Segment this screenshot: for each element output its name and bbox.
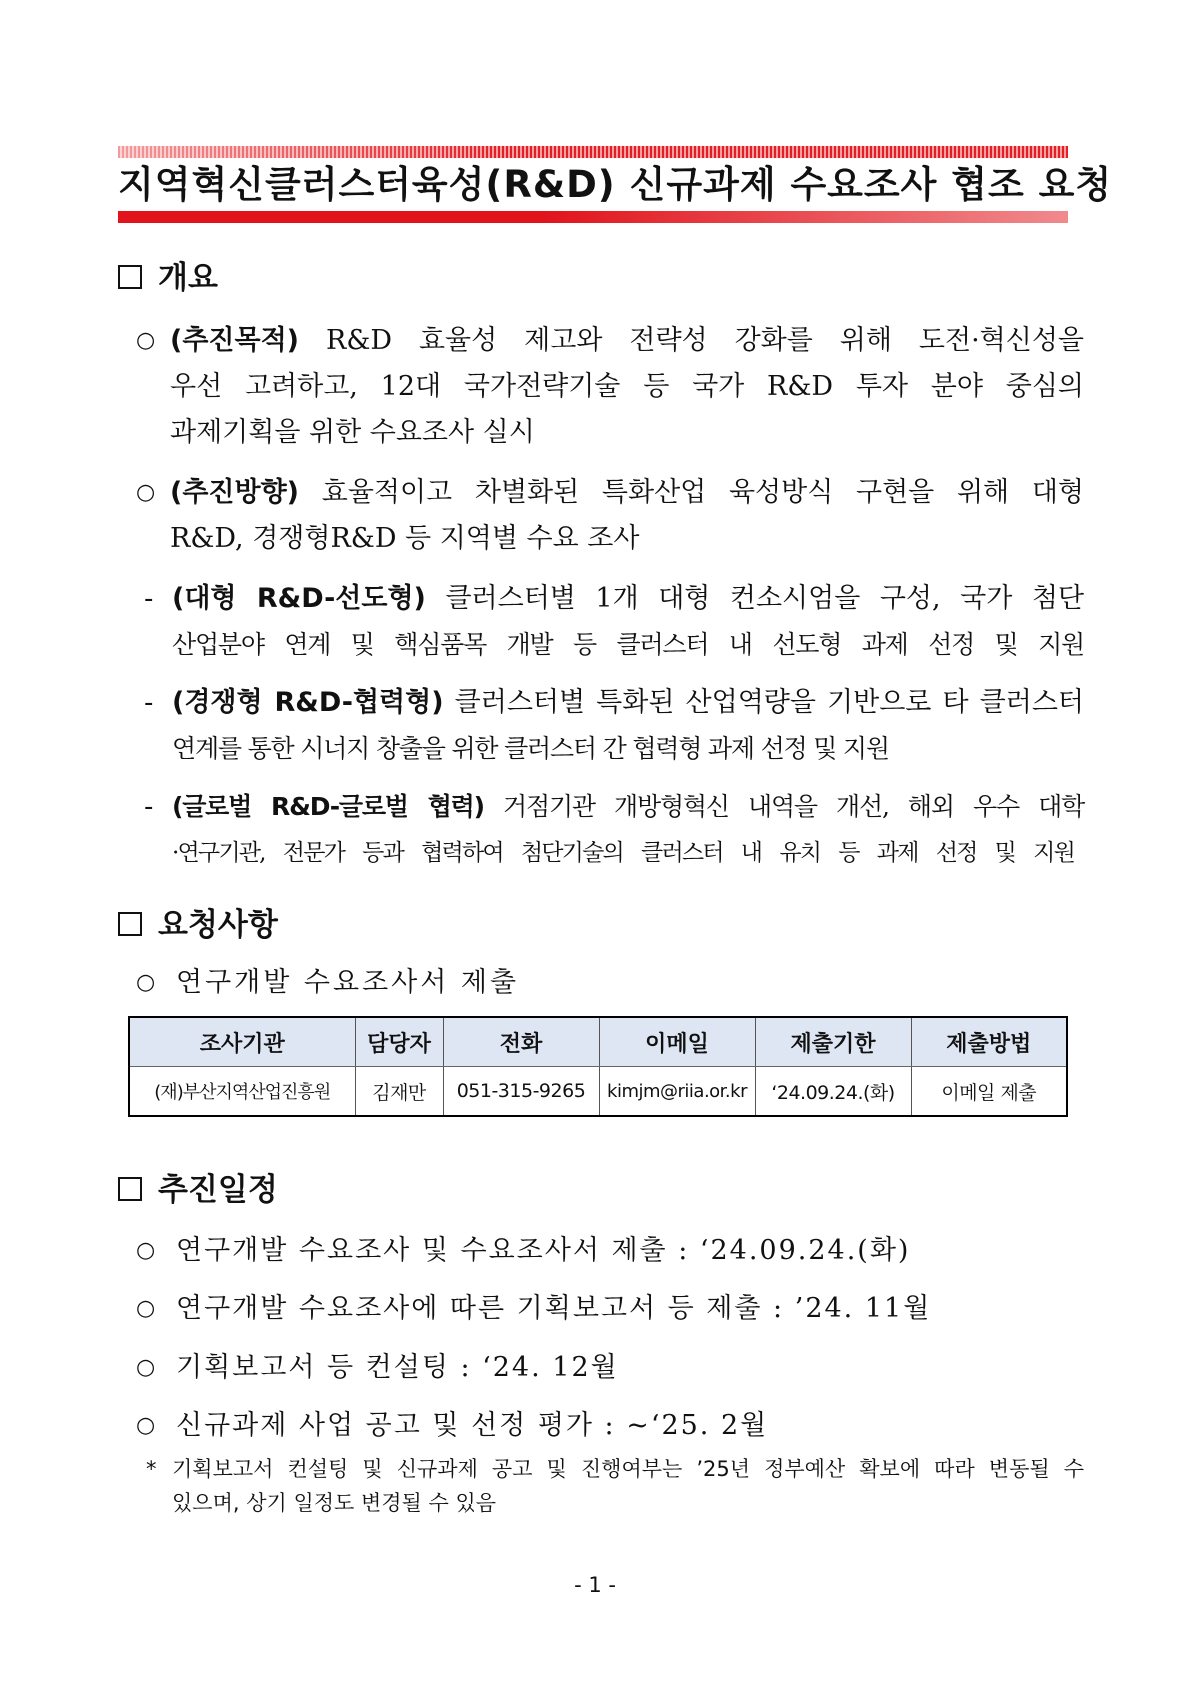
- circle-bullet-icon: ○: [136, 480, 156, 505]
- document-title: 지역혁신클러스터육성(R&D) 신규과제 수요조사 협조 요청: [118, 163, 1113, 206]
- circle-bullet-icon: ○: [136, 1413, 156, 1438]
- type-1-text-1: 클러스터별 1개 대형 컨소시엄을 구성, 국가 첨단: [445, 583, 1084, 614]
- type-1-line-1: [172, 576, 1084, 622]
- type-3-label: (글로벌 R&D-글로벌 협력): [172, 792, 484, 821]
- section-schedule-heading: [118, 1170, 278, 1210]
- table-header-cell: 제출방법: [911, 1017, 1067, 1067]
- table-cell-email: kimjm@riia.or.kr: [599, 1067, 755, 1117]
- title-top-bar: [118, 146, 1068, 158]
- purpose-text-1: R&D 효율성 제고와 전략성 강화를 위해 도전·혁신성을: [325, 325, 1084, 356]
- type-3-text-1: 거점기관 개방형혁신 내역을 개선, 해외 우수 대학: [503, 792, 1085, 821]
- type-2-line-1: [172, 680, 1084, 726]
- note-asterisk: *: [146, 1457, 157, 1481]
- title-bottom-bar: [118, 211, 1068, 223]
- direction-line-1: [170, 470, 1084, 516]
- table-cell-organization: (재)부산지역산업진흥원: [129, 1067, 355, 1117]
- schedule-item-1: 연구개발 수요조사 및 수요조사서 제출 : ‘24.09.24.(화): [176, 1235, 911, 1266]
- schedule-note-line-1: 기획보고서 컨설팅 및 신규과제 공고 및 진행여부는 ’25년 정부예산 확보에 따라 변동될 수: [172, 1457, 1084, 1481]
- table-cell-contact-person: 김재만: [355, 1067, 443, 1117]
- section-heading-text: 추진일정: [158, 1172, 278, 1208]
- circle-bullet-icon: ○: [136, 328, 156, 353]
- checkbox-square-icon: [118, 265, 142, 289]
- circle-bullet-icon: ○: [136, 970, 156, 995]
- type-1-line-2: 산업분야 연계 및 핵심품목 개발 등 클러스터 내 선도형 과제 선정 및 지원: [172, 630, 1084, 659]
- dash-bullet-icon: -: [144, 688, 154, 718]
- section-heading-text: 개요: [158, 260, 218, 296]
- table-header-cell: 담당자: [355, 1017, 443, 1067]
- table-header-cell: 이메일: [599, 1017, 755, 1067]
- type-2-line-2: 연계를 통한 시너지 창출을 위한 클러스터 간 협력형 과제 선정 및 지원: [172, 734, 889, 763]
- page-number: - 1 -: [574, 1573, 616, 1597]
- table-cell-phone: 051-315-9265: [443, 1067, 599, 1117]
- type-2-text-1: 클러스터별 특화된 산업역량을 기반으로 타 클러스터: [454, 687, 1084, 718]
- table-cell-deadline: ‘24.09.24.(화): [755, 1067, 911, 1117]
- table-header-cell: 조사기관: [129, 1017, 355, 1067]
- dash-bullet-icon: -: [144, 792, 154, 822]
- purpose-line-2: 우선 고려하고, 12대 국가전략기술 등 국가 R&D 투자 분야 중심의: [170, 371, 1084, 402]
- circle-bullet-icon: ○: [136, 1238, 156, 1263]
- table-header-cell: 전화: [443, 1017, 599, 1067]
- type-2-label: (경쟁형 R&D-협력형): [172, 687, 444, 718]
- section-heading-text: 요청사항: [158, 907, 278, 943]
- checkbox-square-icon: [118, 912, 142, 936]
- purpose-line-3: 과제기획을 위한 수요조사 실시: [170, 417, 535, 448]
- type-3-line-2: ·연구기관, 전문가 등과 협력하여 첨단기술의 클러스터 내 유치 등 과제 선정 및 지원: [172, 840, 1074, 866]
- circle-bullet-icon: ○: [136, 1355, 156, 1380]
- table-header-cell: 제출기한: [755, 1017, 911, 1067]
- purpose-line-1: [170, 318, 1084, 364]
- table-row: [129, 1067, 1067, 1117]
- purpose-label: (추진목적): [170, 325, 300, 356]
- checkbox-square-icon: [118, 1177, 142, 1201]
- dash-bullet-icon: -: [144, 584, 154, 614]
- section-request-heading: [118, 905, 278, 945]
- type-3-line-1: [172, 784, 1084, 830]
- type-1-label: (대형 R&D-선도형): [172, 583, 426, 614]
- request-item: 연구개발 수요조사서 제출: [176, 967, 520, 998]
- schedule-item-4: 신규과제 사업 공고 및 선정 평가 : ~‘25. 2월: [176, 1410, 769, 1441]
- table-header-row: [129, 1017, 1067, 1067]
- schedule-item-2: 연구개발 수요조사에 따른 기획보고서 등 제출 : ’24. 11월: [176, 1293, 932, 1324]
- direction-line-2: R&D, 경쟁형R&D 등 지역별 수요 조사: [170, 523, 640, 554]
- schedule-item-3: 기획보고서 등 컨설팅 : ‘24. 12월: [176, 1352, 619, 1383]
- direction-text-1: 효율적이고 차별화된 특화산업 육성방식 구현을 위해 대형: [321, 477, 1084, 508]
- contact-table: [128, 1016, 1068, 1117]
- table-cell-method: 이메일 제출: [911, 1067, 1067, 1117]
- section-overview-heading: [118, 258, 218, 298]
- circle-bullet-icon: ○: [136, 1296, 156, 1321]
- direction-label: (추진방향): [170, 477, 300, 508]
- schedule-note-line-2: 있으며, 상기 일정도 변경될 수 있음: [172, 1491, 497, 1515]
